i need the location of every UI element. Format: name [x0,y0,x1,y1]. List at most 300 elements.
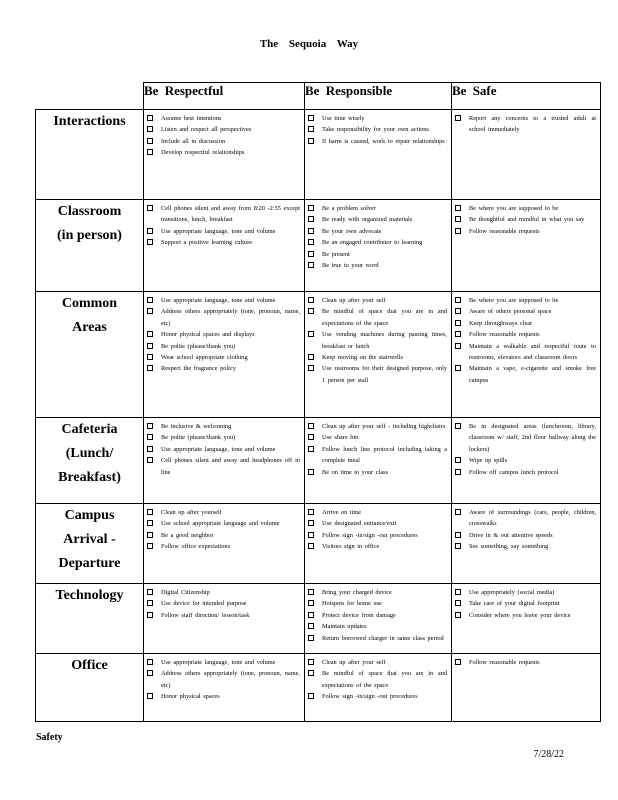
cell-responsible [305,200,452,292]
list-item [455,341,596,364]
checkbox-bullet-icon [455,589,461,595]
checkbox-bullet-icon [455,469,461,475]
checkbox-bullet-icon [147,308,153,314]
list-item-text: Use appropriate language, tone and volume [161,659,276,666]
list-item [455,530,596,541]
category-line: Cafeteria [61,422,118,437]
checkbox-bullet-icon [308,138,314,144]
list-item [147,113,300,124]
list-item-text: Be present [322,250,350,258]
list-item-text: Cell phones silent and away from 8:20 -2:55 except transitions, lunch, breakfast [161,205,300,224]
list-item [308,136,447,147]
list-item [147,352,300,363]
list-item-text: If harm is caused, work to repair relationships [322,137,445,145]
list-item [308,621,447,632]
checkbox-bullet-icon [308,126,314,132]
checkbox-bullet-icon [308,446,314,452]
list-item-text: Bring your charged device [322,589,392,596]
category-line: Breakfast) [58,469,121,485]
matrix-row [36,418,601,504]
checkbox-bullet-icon [308,251,314,257]
list-item [147,598,300,609]
list-item [308,260,447,271]
item-list [305,418,451,478]
column-header-respectful: Be Respectful [144,83,305,110]
cell-respectful [144,418,305,504]
list-item-text: Be polite (please/thank you) [161,434,236,442]
list-item-text: Be true to your word [322,262,379,270]
cell-respectful [144,504,305,584]
list-item [147,124,300,135]
list-item-text: Maintain a walkable and respectful route to restrooms, elevators and classroom doors [469,342,596,362]
list-item [308,541,447,552]
category-line: Technology [55,588,124,603]
list-item [455,657,596,668]
checkbox-bullet-icon [308,354,314,360]
list-item [455,467,596,478]
checkbox-bullet-icon [455,216,461,222]
checkbox-bullet-icon [455,509,461,515]
list-item [455,363,596,386]
list-item [147,691,300,702]
checkbox-bullet-icon [147,612,153,618]
list-item [308,467,447,478]
checkbox-bullet-icon [147,149,153,155]
list-item-text: Keep moving on the stairwells [322,354,403,362]
checkbox-bullet-icon [147,343,153,349]
checkbox-bullet-icon [147,434,153,440]
list-item-text: Be ready with organized materials [322,216,413,224]
list-item-text: Address others appropriately (tone, pronoun, name, etc) [161,670,300,689]
checkbox-bullet-icon [147,457,153,463]
list-item [308,587,447,598]
list-item-text: Use vending machines during passing times, breakfast or lunch [322,331,447,350]
checkbox-bullet-icon [455,532,461,538]
list-item-text: Be in designated areas (lunchroom, library, classroom w/ staff, 2nd floor hallway along the lockers) [469,423,596,453]
row-category [36,504,144,584]
cell-respectful [144,200,305,292]
item-list [144,418,304,478]
checkbox-bullet-icon [308,228,314,234]
checkbox-bullet-icon [308,693,314,699]
checkbox-bullet-icon [308,115,314,121]
item-list [144,654,304,703]
item-list [144,110,304,159]
item-list [305,654,451,703]
list-item-text: Be a good neighbor [161,531,214,539]
list-item-text: Aware of surroundings (cars, people, children, crosswalks [469,509,596,528]
list-item [147,147,300,158]
checkbox-bullet-icon [147,509,153,515]
item-list [305,200,451,271]
list-item [455,226,596,237]
list-item [455,329,596,340]
column-header-responsible: Be Responsible [305,83,452,110]
matrix-row [36,110,601,200]
checkbox-bullet-icon [147,365,153,371]
list-item-text: Clean up after yourself [161,509,222,516]
checkbox-bullet-icon [308,239,314,245]
list-item [308,421,447,432]
checkbox-bullet-icon [308,589,314,595]
item-list [452,504,600,553]
list-item [308,329,447,352]
list-item [308,226,447,237]
list-item [308,203,447,214]
checkbox-bullet-icon [147,659,153,665]
list-item-text: Protect device from damage [322,611,396,619]
item-list [305,504,451,553]
cell-safe [452,654,601,722]
checkbox-bullet-icon [147,205,153,211]
list-item-text: Digital Citizenship [161,589,210,596]
category-line: Common [61,296,118,311]
item-list [305,110,451,147]
list-item [147,295,300,306]
list-item-text: Honor physical spaces and displays [161,331,255,339]
checkbox-bullet-icon [308,532,314,538]
checkbox-bullet-icon [308,635,314,641]
category-line: (Lunch/ [65,445,114,461]
category-line: Arrival - [63,531,116,547]
checkbox-bullet-icon [455,457,461,463]
item-list [144,292,304,375]
checkbox-bullet-icon [455,612,461,618]
checkbox-bullet-icon [147,297,153,303]
list-item [455,455,596,466]
list-item-text: Keep throughways clear [469,319,533,327]
checkbox-bullet-icon [455,659,461,665]
list-item-text: Follow sign -in/sign -out procedures [322,693,418,701]
list-item [147,657,300,668]
list-item [147,306,300,329]
list-item-text: Use appropriate language, tone and volume [161,297,276,304]
list-item [147,530,300,541]
header-row [36,83,601,110]
checkbox-bullet-icon [308,612,314,618]
list-item [308,306,447,329]
row-category [36,292,144,418]
list-item [308,363,447,386]
list-item-text: Be thoughtful and mindful in what you say [469,216,585,224]
list-item-text: Follow off campus lunch protocol [469,468,559,476]
cell-safe [452,418,601,504]
behavior-matrix [35,82,601,722]
list-item [308,657,447,668]
checkbox-bullet-icon [455,423,461,429]
list-item [147,329,300,340]
cell-responsible [305,654,452,722]
cell-respectful [144,110,305,200]
list-item-text: Aware of others personal space [469,308,552,316]
list-item [455,295,596,306]
list-item-text: Honor physical spaces [161,693,220,701]
checkbox-bullet-icon [455,115,461,121]
checkbox-bullet-icon [147,693,153,699]
list-item [147,421,300,432]
list-item-text: Follow staff direction/ lesson/task [161,611,250,619]
list-item [455,541,596,552]
checkbox-bullet-icon [147,446,153,452]
cell-safe [452,200,601,292]
checkbox-bullet-icon [147,354,153,360]
list-item-text: See something, say something [469,543,549,551]
list-item-text: Clean up after your self [322,297,386,304]
list-item-text: Be mindful of space that you are in and expectations of the space [322,670,447,689]
checkbox-bullet-icon [308,670,314,676]
list-item-text: Respect the fragrance policy [161,365,236,373]
list-item-text: Clean up after your self - including highchairs [322,423,446,430]
list-item [308,610,447,621]
list-item-text: Use school appropriate language and volume [161,520,280,528]
list-item-text: Support a positive learning culture [161,239,253,247]
list-item [308,113,447,124]
matrix-row [36,292,601,418]
item-list [144,200,304,249]
list-item-text: Use appropriately (social media) [469,589,555,596]
list-item-text: Be a problem solver [322,205,376,212]
item-list [144,504,304,553]
checkbox-bullet-icon [455,343,461,349]
checkbox-bullet-icon [455,331,461,337]
checkbox-bullet-icon [147,423,153,429]
list-item-text: Wipe up spills [469,457,508,465]
list-item [455,610,596,621]
category-line: Areas [72,319,107,335]
list-item-text: Follow reasonable requests [469,659,540,666]
list-item-text: Arrive on time [322,509,362,516]
list-item-text: Use device for intended purpose [161,600,247,608]
checkbox-bullet-icon [308,423,314,429]
checkbox-bullet-icon [147,138,153,144]
cell-safe [452,292,601,418]
list-item-text: Visitors sign in office [322,543,380,551]
list-item-text: Be on time to your class [322,468,389,476]
cell-responsible [305,584,452,654]
list-item [455,214,596,225]
footer-date: 7/28/22 [533,749,564,760]
cell-responsible [305,418,452,504]
checkbox-bullet-icon [308,262,314,268]
list-item [147,444,300,455]
checkbox-bullet-icon [308,365,314,371]
list-item [308,432,447,443]
cell-responsible [305,504,452,584]
list-item [147,341,300,352]
list-item-text: Follow office expectations [161,543,231,551]
list-item-text: Clean up after your self [322,659,386,666]
checkbox-bullet-icon [147,589,153,595]
list-item-text: Return borrowed charger in same class period [322,634,444,642]
checkbox-bullet-icon [147,670,153,676]
checkbox-bullet-icon [455,308,461,314]
row-category [36,584,144,654]
list-item [147,203,300,226]
checkbox-bullet-icon [308,623,314,629]
row-category [36,200,144,292]
list-item [308,237,447,248]
list-item-text: Wear school appropriate clothing [161,354,248,362]
list-item [147,226,300,237]
list-item [308,295,447,306]
item-list [144,584,304,621]
list-item [455,598,596,609]
cell-safe [452,110,601,200]
item-list [452,584,600,621]
category-line: Office [71,658,108,673]
checkbox-bullet-icon [308,520,314,526]
checkbox-bullet-icon [308,469,314,475]
list-item [308,598,447,609]
list-item-text: Cell phones silent and away and headphones off in line [161,457,300,476]
checkbox-bullet-icon [147,126,153,132]
list-item-text: Be inclusive & welcoming [161,423,232,430]
checkbox-bullet-icon [455,297,461,303]
list-item-text: Use restrooms for their designed purpose, only 1 person per stall [322,365,447,384]
checkbox-bullet-icon [308,434,314,440]
list-item [147,587,300,598]
item-list [452,654,600,668]
list-item [308,352,447,363]
list-item-text: Be mindful of space that you are in and expectations of the space [322,308,447,327]
checkbox-bullet-icon [455,600,461,606]
list-item-text: Follow reasonable requests [469,227,540,235]
list-item [147,432,300,443]
checkbox-bullet-icon [455,320,461,326]
list-item [455,318,596,329]
list-item-text: Use time wisely [322,115,365,122]
list-item-text: Take care of your digital footprint [469,600,560,608]
list-item [308,691,447,702]
checkbox-bullet-icon [455,365,461,371]
list-item [147,541,300,552]
checkbox-bullet-icon [308,216,314,222]
checkbox-bullet-icon [147,239,153,245]
list-item-text: Hotspots for home use [322,600,382,608]
checkbox-bullet-icon [147,600,153,606]
list-item-text: Develop respectful relationships [161,149,245,157]
checkbox-bullet-icon [308,297,314,303]
list-item-text: Use appropriate language, tone and volume [161,227,276,235]
list-item-text: Use share bin [322,434,359,442]
matrix-row [36,654,601,722]
item-list [452,418,600,478]
list-item-text: Maintain a vape, e-cigarette and smoke free campus [469,365,596,384]
footer-label: Safety [36,732,63,743]
list-item [147,363,300,374]
category-line: Campus [64,508,115,523]
cell-respectful [144,292,305,418]
list-item [455,507,596,530]
checkbox-bullet-icon [308,600,314,606]
cell-safe [452,504,601,584]
cell-safe [452,584,601,654]
checkbox-bullet-icon [147,115,153,121]
item-list [452,292,600,386]
cell-responsible [305,292,452,418]
category-line: Classroom [57,204,122,219]
list-item-text: Use designated entrance/exit [322,520,397,528]
list-item [308,124,447,135]
item-list [305,584,451,644]
list-item [308,214,447,225]
list-item [147,136,300,147]
matrix-row [36,504,601,584]
list-item-text: Use appropriate language, tone and volume [161,445,276,453]
list-item-text: Address others appropriately (tone, pronoun, name, etc) [161,308,300,327]
list-item-text: Report any concerns to a trusted adult at school immediately [469,115,596,134]
list-item [308,249,447,260]
list-item [308,530,447,541]
list-item [455,306,596,317]
list-item [147,455,300,478]
matrix-row [36,200,601,292]
category-line: Interactions [53,114,126,129]
row-category [36,110,144,200]
list-item-text: Listen and respect all perspectives [161,126,252,134]
column-header-safe: Be Safe [452,83,601,110]
list-item-text: Be where you are supposed to be [469,205,559,212]
header-blank [36,83,144,110]
list-item-text: Maintain updates [322,623,367,631]
cell-respectful [144,654,305,722]
list-item-text: Follow sign -in/sign -out procedures [322,531,418,539]
list-item-text: Be your own advocate [322,227,382,235]
list-item-text: Follow reasonable requests [469,331,540,339]
checkbox-bullet-icon [147,543,153,549]
list-item [308,668,447,691]
cell-respectful [144,584,305,654]
list-item [308,507,447,518]
item-list [452,110,600,136]
row-category [36,654,144,722]
checkbox-bullet-icon [147,520,153,526]
list-item [147,507,300,518]
row-category [36,418,144,504]
list-item [308,518,447,529]
list-item-text: Follow lunch line protocol including taking a complete meal [322,445,447,465]
checkbox-bullet-icon [308,308,314,314]
list-item [455,203,596,214]
list-item [455,113,596,136]
matrix-row [36,584,601,654]
list-item-text: Assume best intentions [161,115,222,122]
list-item [147,518,300,529]
page-title: The Sequoia Way [259,38,359,50]
list-item [455,587,596,598]
checkbox-bullet-icon [147,228,153,234]
item-list [452,200,600,237]
category-line: Departure [58,555,121,571]
list-item [308,633,447,644]
list-item-text: Be where you are supposed to be [469,297,559,304]
list-item-text: Drive in & out attentive speeds [469,531,553,539]
list-item-text: Be polite (please/thank you) [161,342,236,350]
list-item-text: Include all in discussion [161,137,226,145]
checkbox-bullet-icon [147,331,153,337]
list-item-text: Be an engaged contributor to learning [322,239,423,247]
item-list [305,292,451,386]
checkbox-bullet-icon [308,205,314,211]
checkbox-bullet-icon [455,228,461,234]
checkbox-bullet-icon [308,331,314,337]
cell-responsible [305,110,452,200]
checkbox-bullet-icon [308,543,314,549]
list-item [308,444,447,467]
category-line: (in person) [57,227,122,243]
checkbox-bullet-icon [455,205,461,211]
checkbox-bullet-icon [455,543,461,549]
